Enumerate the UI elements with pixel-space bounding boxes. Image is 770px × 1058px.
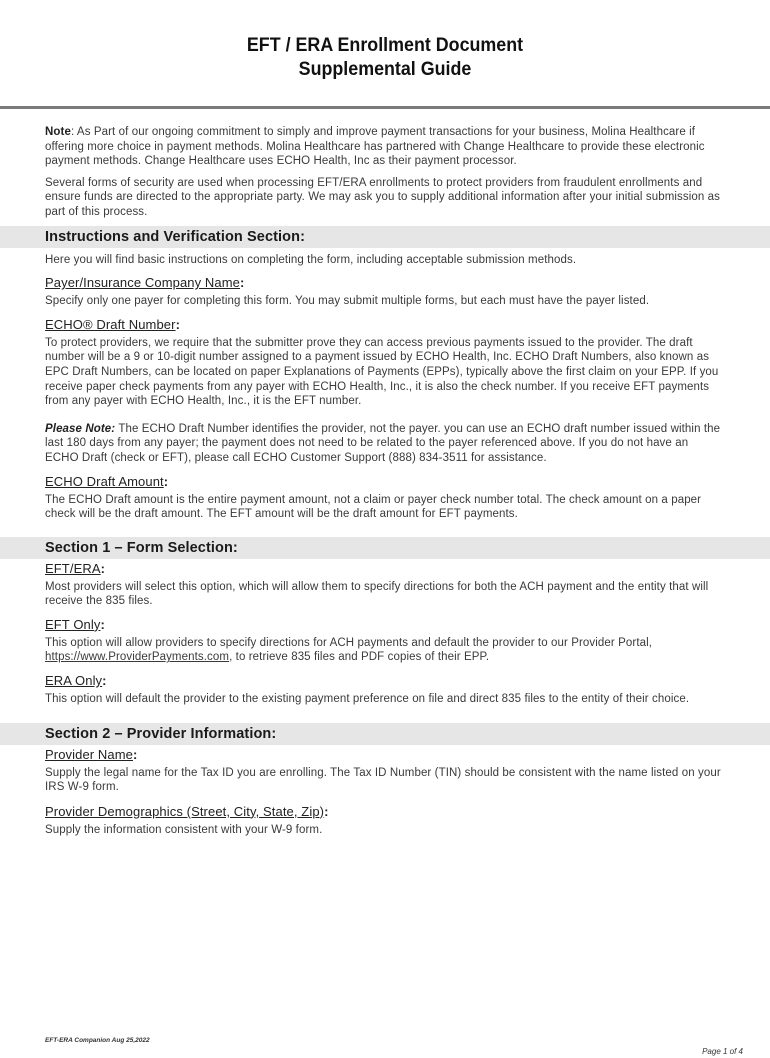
document-title xyxy=(0,34,770,82)
section2-heading: Section 2 – Provider Information: xyxy=(0,723,770,745)
section1-heading: Section 1 – Form Selection: xyxy=(0,537,770,559)
draft-number-label: ECHO® Draft Number xyxy=(45,316,176,332)
demographics-text: Supply the information consistent with your W-9 form. xyxy=(45,823,323,836)
draft-number-text: To protect providers, we require that the submitter prove they can access previous payments issued to the provider. The draft number will be a 9 or 10-digit number assigned to a payment issued by ECHO Health, Inc. ECHO Draft Numbers, also known as EPC Draft Numbers, can be located on paper Explanations of Payments (EPPs), typically above the first claim on your EPP. If you receive paper check payments from any payer with ECHO Health, Inc., it is also the check number. If you receive EFT payments from any payer with ECHO Health, Inc., it is the EFT number. xyxy=(45,336,719,408)
eft-only-text-before: This option will allow providers to specify directions for ACH payments and default the provider to our Provider Portal, xyxy=(45,636,653,649)
provider-name-label: Provider Name xyxy=(45,746,133,762)
document-body xyxy=(0,125,725,837)
intro-note xyxy=(45,125,725,169)
eft-only-text xyxy=(45,636,725,665)
title-divider xyxy=(0,106,770,109)
footer-document-id: EFT-ERA Companion Aug 25,2022 xyxy=(45,1037,150,1044)
eft-era-label: EFT/ERA xyxy=(45,560,101,576)
era-only-label: ERA Only xyxy=(45,673,103,689)
demographics-heading: Provider Demographics (Street, City, State, Zip): xyxy=(45,803,329,819)
draft-amount-heading: ECHO Draft Amount: xyxy=(45,473,169,489)
draft-amount-label: ECHO Draft Amount xyxy=(45,473,164,489)
payer-name-label: Payer/Insurance Company Name xyxy=(45,275,241,291)
note-text: : As Part of our ongoing commitment to simply and improve payment transactions for your business, Molina Healthcare if offering more choice in payment methods. Molina Healthcare has partnered with Change Healthcare to provide these electronic payment methods. Change Healthcare uses ECHO Health, Inc as their payment processor. xyxy=(45,126,705,168)
please-note-label: Please Note: xyxy=(45,422,116,435)
security-paragraph: Several forms of security are used when processing EFT/ERA enrollments to protect providers from fraudulent enrollments and ensure funds are directed to the appropriate party. We may ask you to supply additional information after your initial submission as part of this process. xyxy=(45,176,721,218)
please-note-text: The ECHO Draft Number identifies the provider, not the payer. you can use an ECHO draft number issued within the last 180 days from any payer; the payment does not need to be related to the payer referenced above. If you do not have an ECHO Draft (check or EFT), please call ECHO Customer Support (888) 834-3511 for assistance. xyxy=(45,422,721,464)
payer-name-text: Specify only one payer for completing this form. You may submit multiple forms, but each must have the payer listed. xyxy=(45,295,650,308)
payer-name-heading: Payer/Insurance Company Name: xyxy=(45,275,245,291)
demographics-label: Provider Demographics (Street, City, State, Zip) xyxy=(45,803,325,819)
draft-amount-text: The ECHO Draft amount is the entire payment amount, not a claim or payer check number total. The check amount on a paper check will be the draft amount. The EFT amount will be the draft amount for EFT payments. xyxy=(45,493,702,521)
eft-only-heading: EFT Only: xyxy=(45,616,105,632)
instructions-heading: Instructions and Verification Section: xyxy=(0,226,770,248)
provider-name-text: Supply the legal name for the Tax ID you are enrolling. The Tax ID Number (TIN) should be consistent with the name listed on your IRS W-9 form. xyxy=(45,766,721,794)
provider-name-heading: Provider Name: xyxy=(45,746,138,762)
title-line-2: Supplemental Guide xyxy=(298,59,472,80)
note-label: Note xyxy=(45,126,71,138)
title-line-1: EFT / ERA Enrollment Document xyxy=(246,35,524,56)
please-note-paragraph xyxy=(45,422,725,466)
eft-only-text-after: , to retrieve 835 files and PDF copies of their EPP. xyxy=(229,651,490,664)
eft-only-label: EFT Only xyxy=(45,616,101,632)
provider-payments-link[interactable]: https://www.ProviderPayments.com xyxy=(45,651,230,664)
eft-era-text: Most providers will select this option, which will allow them to specify directions for both the ACH payment and the entity that will receive the 835 files. xyxy=(45,580,709,608)
instructions-text: Here you will find basic instructions on completing the form, including acceptable submission methods. xyxy=(45,253,577,266)
footer-page-number: Page 1 of 4 xyxy=(702,1047,743,1056)
era-only-heading: ERA Only: xyxy=(45,673,107,689)
era-only-text: This option will default the provider to the existing payment preference on file and direct 835 files to the entity of their choice. xyxy=(45,693,690,706)
eft-era-heading: EFT/ERA: xyxy=(45,560,106,576)
draft-number-heading: ECHO® Draft Number: xyxy=(45,316,181,332)
